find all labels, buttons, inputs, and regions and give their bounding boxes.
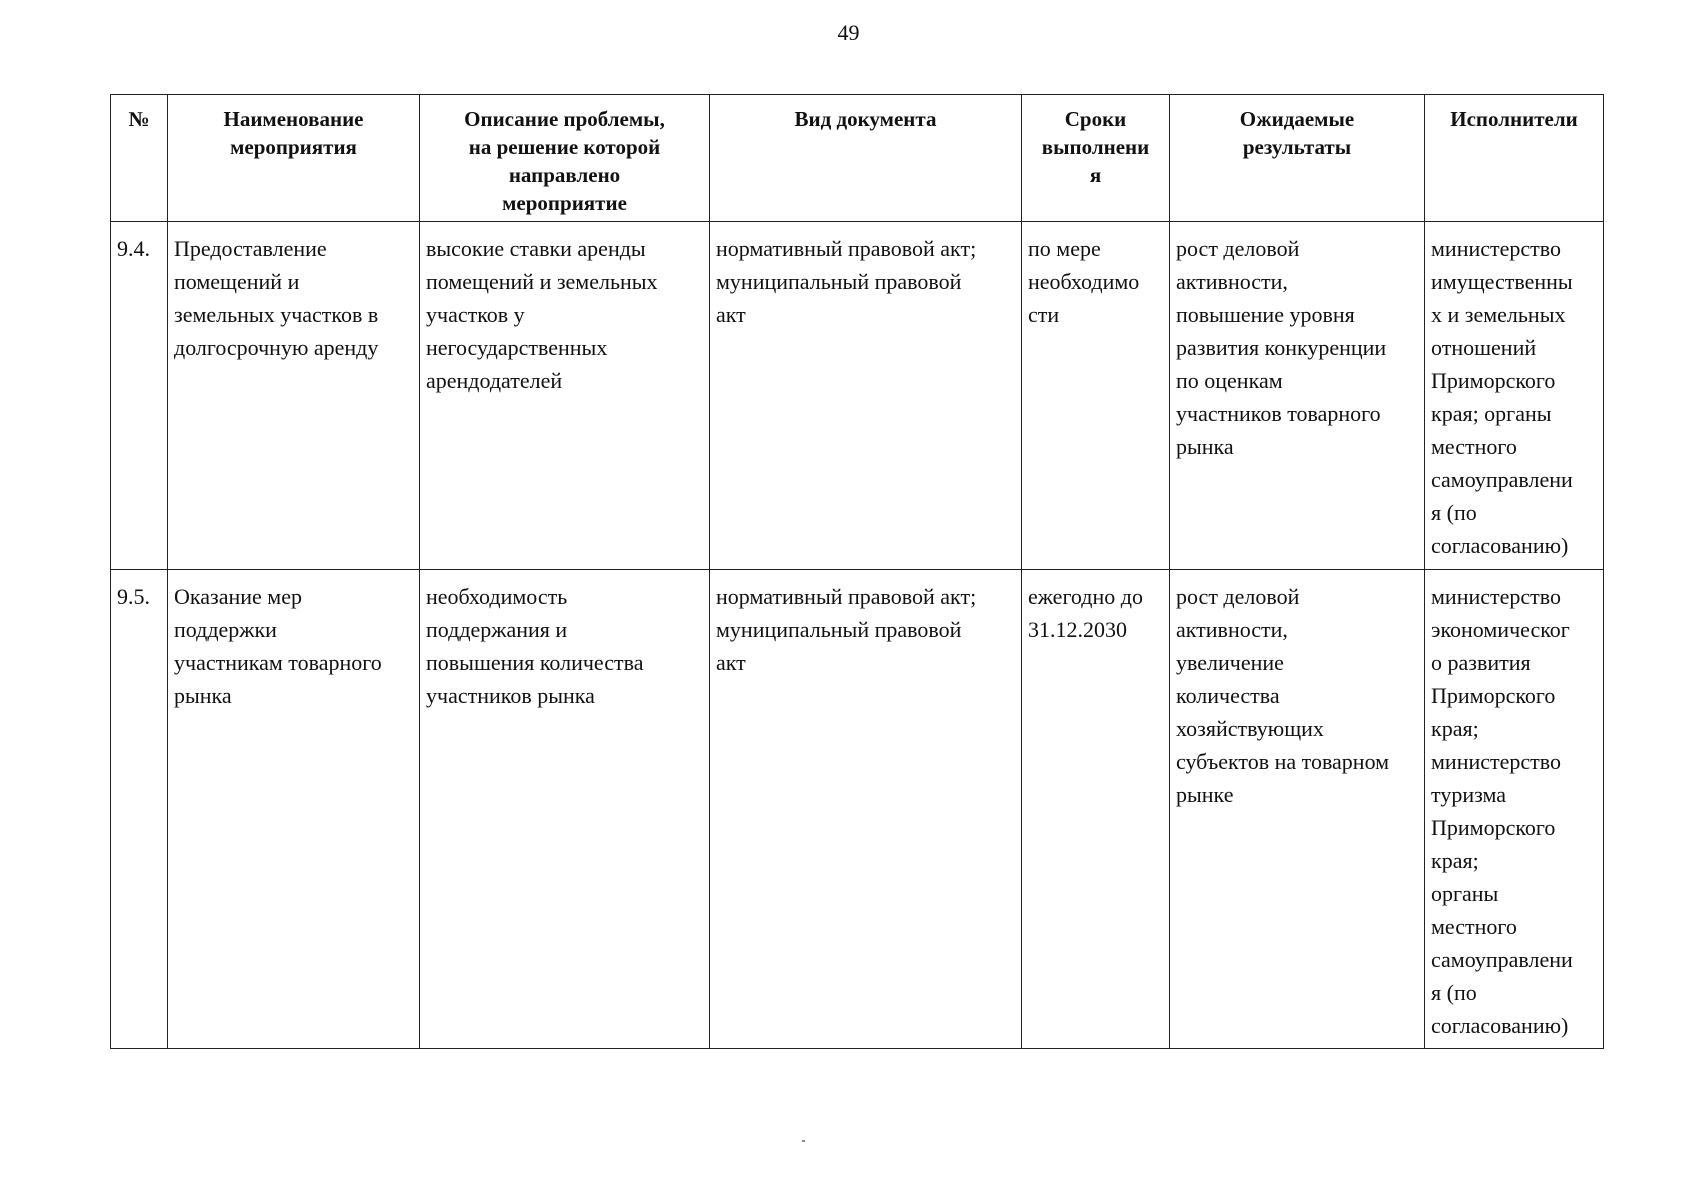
cell-doc-type [710,570,1022,1049]
header-executors [1425,95,1604,222]
header-problem-label: Описание проблемы, на решение которой направлено мероприятие [464,107,665,215]
header-problem [420,95,710,222]
header-results-label: Ожидаемые результаты [1239,107,1355,159]
header-results [1170,95,1425,222]
executors: министерство имущественны х и земельных отношений Приморского края; органы местного самоуправлени я (по согласованию) [1431,236,1573,558]
cell-results [1170,222,1425,570]
header-terms [1022,95,1170,222]
cell-num [111,570,168,1049]
header-doc-type-label: Вид документа [794,107,937,131]
cell-results [1170,570,1425,1049]
cell-name [168,570,420,1049]
problem-description: высокие ставки аренды помещений и земельных участков у негосударственных арендодателей [426,236,658,393]
expected-results: рост деловой активности, увеличение количества хозяйствующих субъектов на товарном рынке [1176,584,1390,807]
cell-num [111,222,168,570]
document-type: нормативный правовой акт; муниципальный правовой акт [716,584,977,675]
cell-executors [1425,222,1604,570]
measures-table [110,94,1604,1049]
measure-name: Предоставление помещений и земельных участков в долгосрочную аренду [174,236,379,360]
header-executors-label: Исполнители [1450,107,1578,131]
header-doc-type [710,95,1022,222]
deadline: ежегодно до 31.12.2030 [1028,584,1143,642]
cell-name [168,222,420,570]
document-type: нормативный правовой акт; муниципальный правовой акт [716,236,977,327]
scan-dot-mark [802,1140,805,1142]
header-num-label: № [128,107,150,131]
cell-doc-type [710,222,1022,570]
cell-terms [1022,222,1170,570]
header-num [111,95,168,222]
measure-name: Оказание мер поддержки участникам товарного рынка [174,584,382,708]
row-number: 9.4. [117,236,150,261]
header-terms-label: Сроки выполнени я [1041,107,1150,187]
header-name-label: Наименование мероприятия [223,107,364,159]
table-row [111,570,1604,1049]
deadline: по мере необходимо сти [1028,236,1140,327]
expected-results: рост деловой активности, повышение уровня развития конкуренции по оценкам участников товарного рынка [1176,236,1387,459]
executors: министерство экономическог о развития Приморского края; министерство туризма Приморского края; органы местного самоуправлени я (по согласованию) [1431,584,1573,1038]
cell-executors [1425,570,1604,1049]
row-number: 9.5. [117,584,150,609]
table-row [111,222,1604,570]
problem-description: необходимость поддержания и повышения количества участников рынка [426,584,644,708]
header-name [168,95,420,222]
table-header-row [111,95,1604,222]
cell-terms [1022,570,1170,1049]
cell-problem [420,222,710,570]
cell-problem [420,570,710,1049]
page-number: 49 [837,20,860,45]
